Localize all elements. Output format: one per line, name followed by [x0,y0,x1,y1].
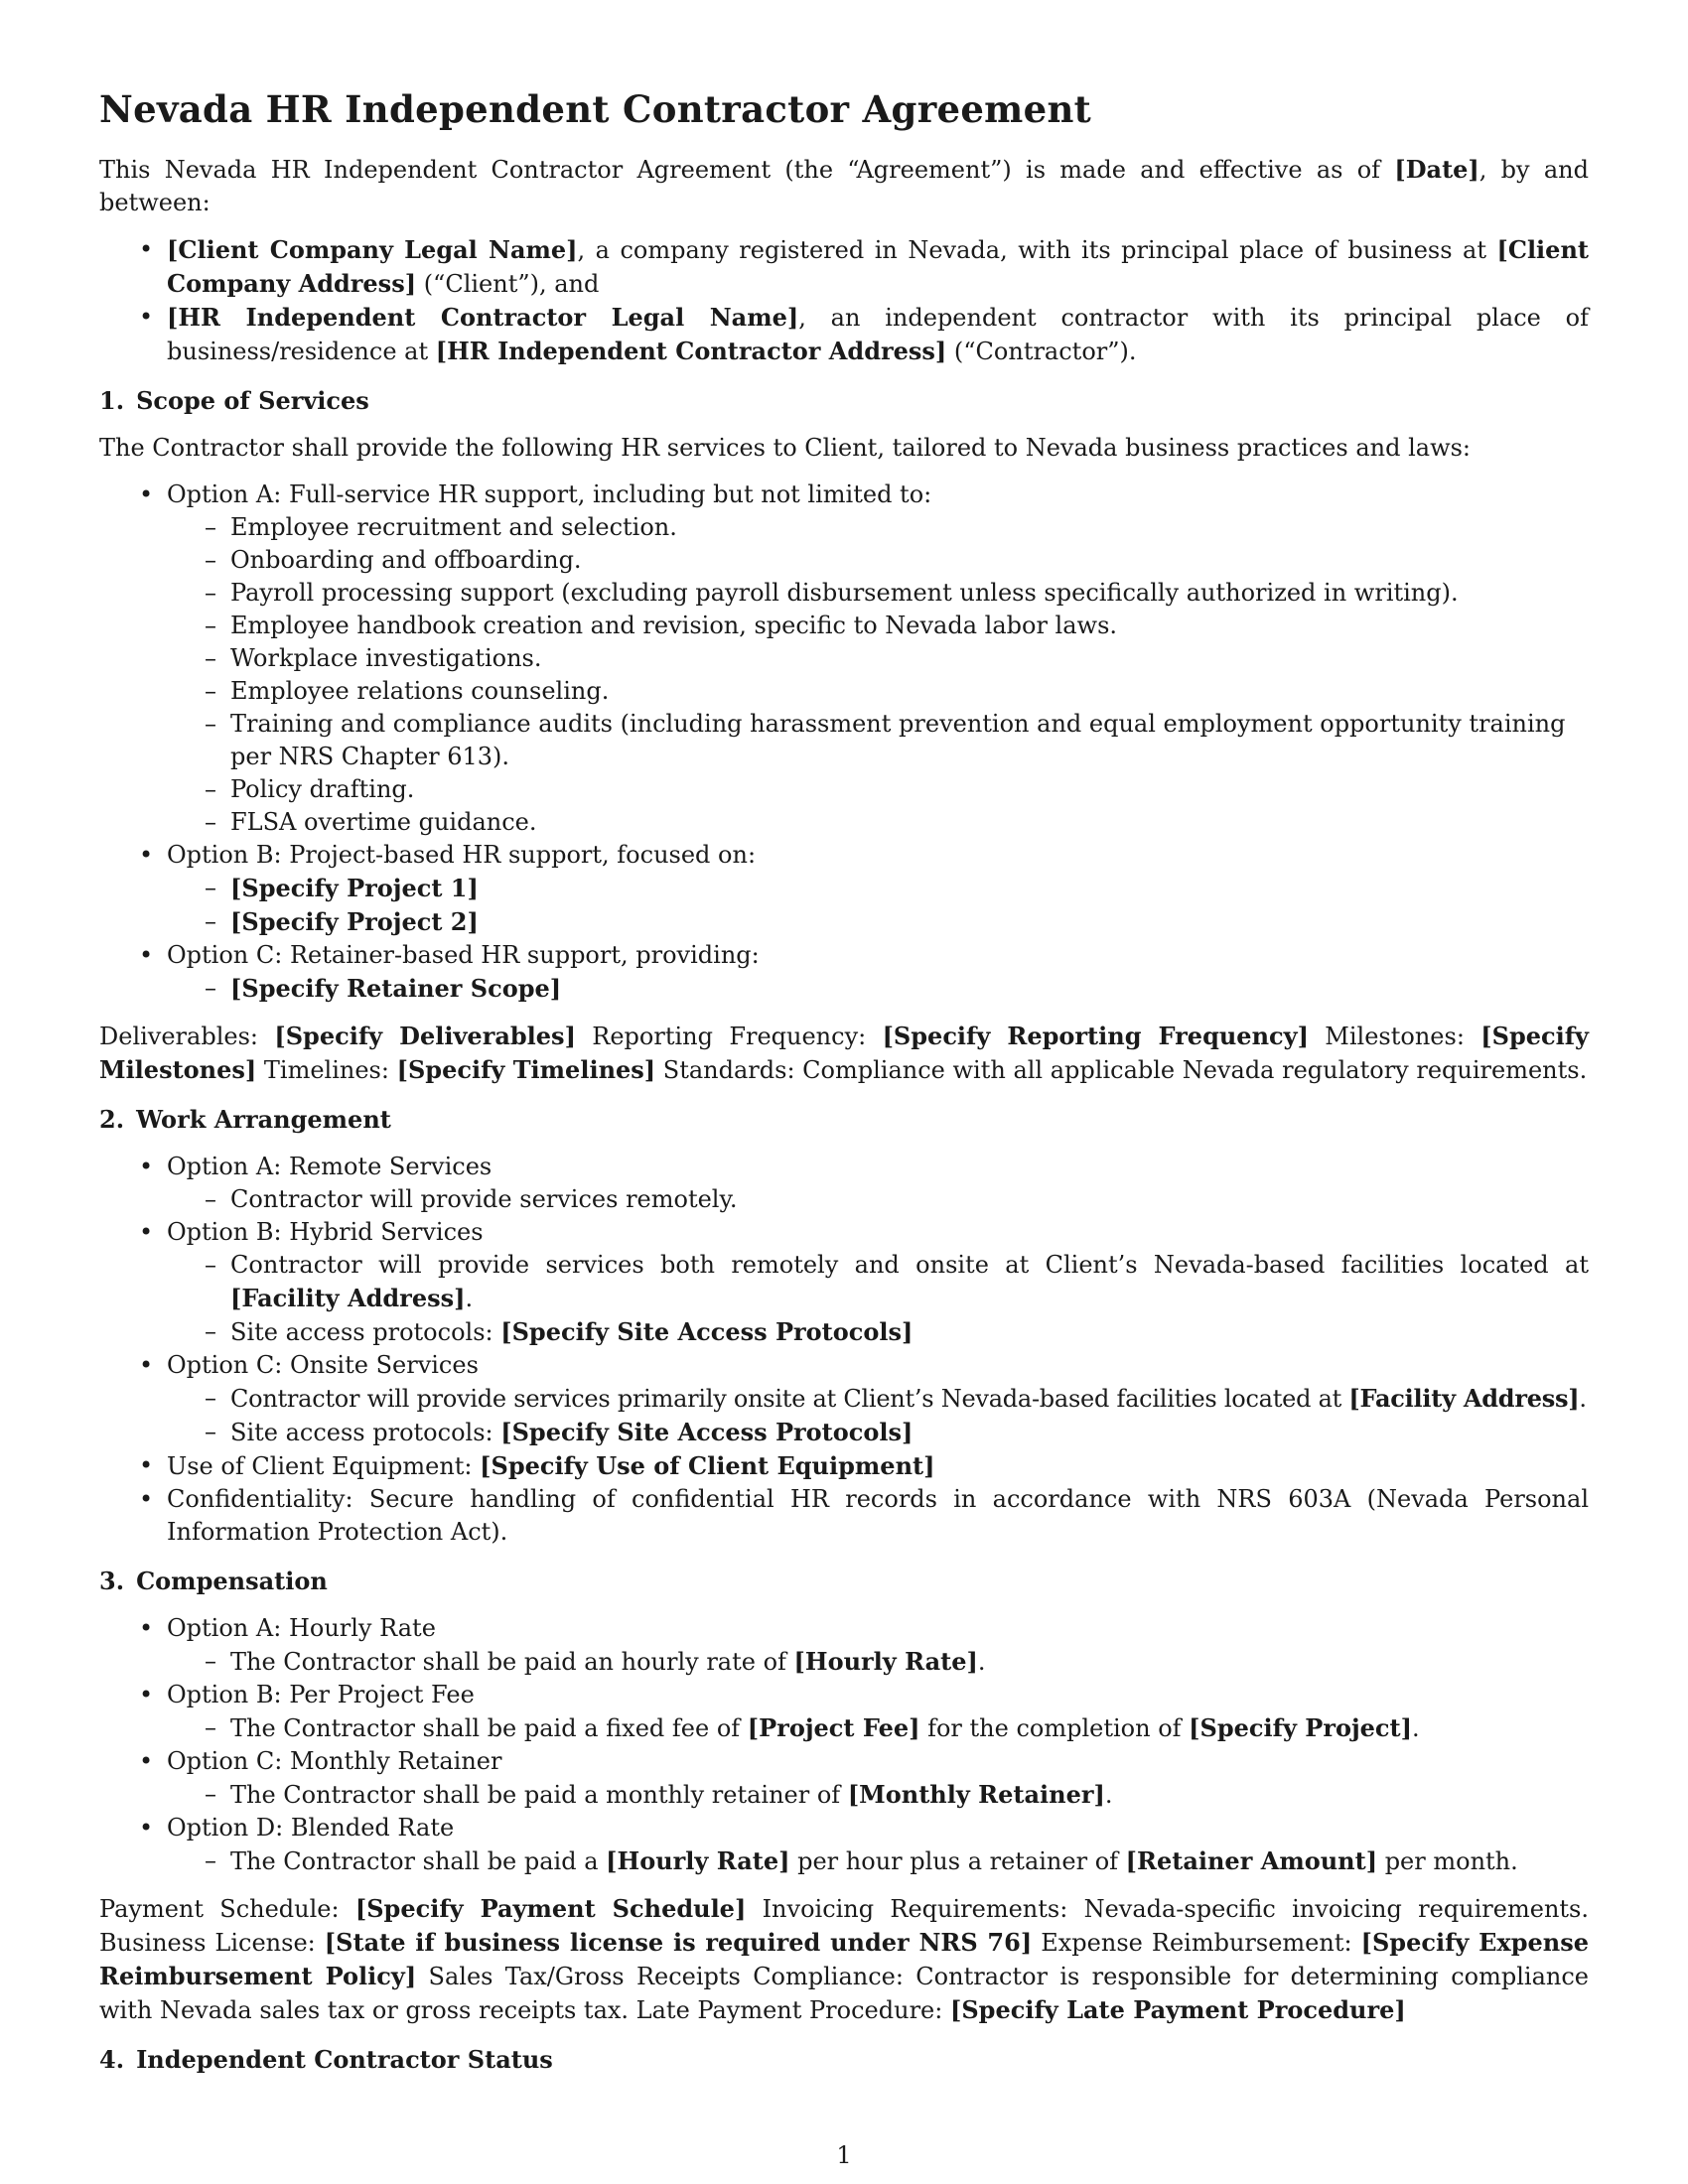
list-item: – Policy drafting. [167,773,1589,806]
scope-option-c: • Option C: Retainer-based HR support, providing: – [Specify Retainer Scope] [99,939,1589,1006]
list-item: – The Contractor shall be paid a [Hourly Rate] per hour plus a retainer of [Retainer Amount] per month. [167,1844,1589,1878]
section-heading-scope: 1. Scope of Services [99,386,369,415]
scope-summary: Deliverables: [Specify Deliverables] Reporting Frequency: [Specify Reporting Frequency] Milestones: [Specify Milestones] Timelines: [Specify Timelines] Standards: Compliance with all applicable Nevada regulatory requirements. [99,1022,1590,1084]
scope-intro: The Contractor shall provide the following HR services to Client, tailored to Nevada business practices and laws: [99,434,1472,462]
list-item: – Employee handbook creation and revision, specific to Nevada labor laws. [167,610,1589,642]
confidentiality-item: • Confidentiality: Secure handling of confidential HR records in accordance with NRS 603A (Nevada Personal Information Protection Act). [99,1483,1589,1549]
section-heading-compensation: 3. Compensation [99,1567,328,1595]
work-option-b: • Option B: Hybrid Services – Contractor will provide services both remotely and onsite at Client’s Nevada-based facilities located at [Facility Address]. – Site access protocols: [Specify Site Access Protocols] [99,1216,1589,1349]
document-title: Nevada HR Independent Contractor Agreement [99,87,1092,131]
list-item: – FLSA overtime guidance. [167,806,1589,839]
intro-paragraph: This Nevada HR Independent Contractor Agreement (the “Agreement”) is made and effective as of [Date], by and between: [99,155,1590,216]
list-item: – Employee recruitment and selection. [167,511,1589,544]
date-placeholder: [Date] [1394,155,1479,184]
comp-option-c: • Option C: Monthly Retainer – The Contractor shall be paid a monthly retainer of [Monthly Retainer]. [99,1745,1589,1812]
comp-option-a: • Option A: Hourly Rate – The Contractor shall be paid an hourly rate of [Hourly Rate]. [99,1612,1589,1679]
list-item: – Training and compliance audits (including harassment prevention and equal employment opportunity training per NRS Chapter 613). [167,708,1589,773]
list-item: – Contractor will provide services both remotely and onsite at Client’s Nevada-based facilities located at [Facility Address]. [167,1249,1589,1315]
list-item: – Contractor will provide services primarily onsite at Client’s Nevada-based facilities located at [Facility Address]. [167,1382,1589,1416]
party-contractor: • [HR Independent Contractor Legal Name], an independent contractor with its principal place of business/residence at [HR Independent Contractor Address] (“Contractor”). [99,301,1589,368]
work-options-list [99,1151,1589,1549]
work-option-a: • Option A: Remote Services – Contractor will provide services remotely. [99,1151,1589,1216]
list-item: – Workplace investigations. [167,642,1589,675]
parties-list [99,233,1589,368]
document-page [99,87,1589,2091]
compensation-summary: Payment Schedule: [Specify Payment Schedule] Invoicing Requirements: Nevada-specific invoicing requirements. Business License: [State if business license is required under NRS 76] Expense Reimbursement: [Specify Expense Reimbursement Policy] Sales Tax/Gross Receipts Compliance: Contractor is responsible for determining compliance with Nevada sales tax or gross receipts tax. Late Payment Procedure: [Specify Late Payment Procedure] [99,1894,1590,2024]
list-item: – The Contractor shall be paid a fixed fee of [Project Fee] for the completion of [Specify Project]. [167,1711,1589,1745]
list-item: – Contractor will provide services remotely. [167,1183,1589,1216]
scope-options-list [99,478,1589,1006]
list-item: – The Contractor shall be paid an hourly rate of [Hourly Rate]. [167,1645,1589,1679]
list-item: – [Specify Project 1] [167,872,1589,905]
equipment-item: • Use of Client Equipment: [Specify Use of Client Equipment] [99,1449,1589,1483]
list-item: – [Specify Project 2] [167,905,1589,939]
list-item: – Site access protocols: [Specify Site Access Protocols] [167,1416,1589,1449]
scope-option-a: • Option A: Full-service HR support, including but not limited to: – Employee recruitment and selection. – Onboarding and offboarding. – Payroll processing support (excluding payroll disbursement unless specifically authorized in writing). – Employee handbook creation and revision, specific to Nevada labor laws. – Workplace investigations. – Employee relations counseling. – Training and compliance audits (including harassment prevention and equal employment opportunity training per NRS Chapter 613). – Policy drafting. – FLSA overtime guidance. [99,478,1589,839]
comp-option-b: • Option B: Per Project Fee – The Contractor shall be paid a fixed fee of [Project Fee] for the completion of [Specify Project]. [99,1679,1589,1745]
compensation-options-list [99,1612,1589,1878]
section-heading-work-arrangement: 2. Work Arrangement [99,1105,391,1134]
comp-option-d: • Option D: Blended Rate – The Contractor shall be paid a [Hourly Rate] per hour plus a retainer of [Retainer Amount] per month. [99,1812,1589,1878]
scope-option-b: • Option B: Project-based HR support, focused on: – [Specify Project 1] – [Specify Project 2] [99,839,1589,939]
work-option-c: • Option C: Onsite Services – Contractor will provide services primarily onsite at Client’s Nevada-based facilities located at [Facility Address]. – Site access protocols: [Specify Site Access Protocols] [99,1349,1589,1449]
list-item: – [Specify Retainer Scope] [167,972,1589,1006]
list-item: – The Contractor shall be paid a monthly retainer of [Monthly Retainer]. [167,1778,1589,1812]
page-number: 1 [836,2141,852,2169]
list-item: – Payroll processing support (excluding payroll disbursement unless specifically authorized in writing). [167,577,1589,610]
list-item: – Site access protocols: [Specify Site Access Protocols] [167,1315,1589,1349]
party-client: • [Client Company Legal Name], a company registered in Nevada, with its principal place of business at [Client Company Address] (“Client”), and [99,233,1589,301]
scope-option-a-items [167,511,1589,839]
list-item: – Onboarding and offboarding. [167,544,1589,577]
section-heading-contractor-status: 4. Independent Contractor Status [99,2045,553,2074]
list-item: – Employee relations counseling. [167,675,1589,708]
